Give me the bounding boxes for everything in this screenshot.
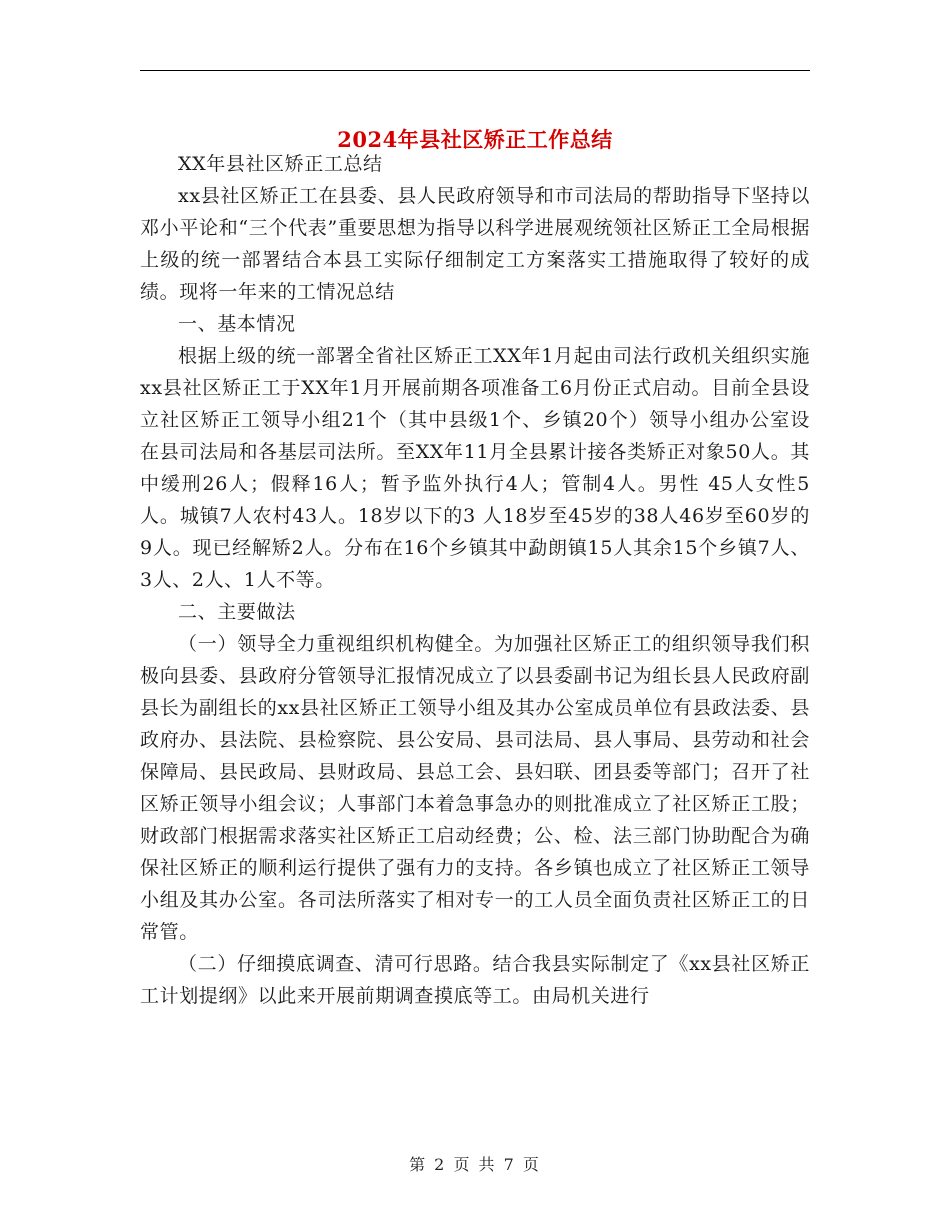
page-number: 第 2 页 共 7 页	[409, 1155, 541, 1174]
header-rule	[140, 70, 810, 71]
document-body	[140, 148, 810, 1012]
paragraph-subtitle: XX年县社区矫正工总结	[178, 153, 383, 175]
document-title: 2024年县社区矫正工作总结	[337, 127, 613, 153]
section-heading-basic-situation: 一、基本情况	[178, 313, 296, 335]
paragraph-practice-2: （二）仔细摸底调查、清可行思路。结合我县实际制定了《xx县社区矫正工计划提纲》以此来开展前期调查摸底等工。由局机关进行	[140, 953, 810, 1007]
paragraph-intro: xx县社区矫正工在县委、县人民政府领导和市司法局的帮助指导下坚持以邓小平论和“三个代表”重要思想为指导以科学进展观统领社区矫正工全局根据上级的统一部署结合本县工实际仔细制定工方案落实工措施取得了较好的成绩。现将一年来的工情况总结	[140, 185, 810, 303]
section-heading-main-practices: 二、主要做法	[178, 601, 296, 623]
paragraph-practice-1: （一）领导全力重视组织机构健全。为加强社区矫正工的组织领导我们积极向县委、县政府分管领导汇报情况成立了以县委副书记为组长县人民政府副县长为副组长的xx县社区矫正工领导小组及其办公室成员单位有县政法委、县政府办、县法院、县检察院、县公安局、县司法局、县人事局、县劳动和社会保障局、县民政局、县财政局、县总工会、县妇联、团县委等部门；召开了社区矫正领导小组会议；人事部门本着急事急办的则批准成立了社区矫正工股；财政部门根据需求落实社区矫正工启动经费；公、检、法三部门协助配合为确保社区矫正的顺利运行提供了强有力的支持。各乡镇也成立了社区矫正工领导小组及其办公室。各司法所落实了相对专一的工人员全面负责社区矫正工的日常管。	[140, 633, 810, 943]
paragraph-basic-situation: 根据上级的统一部署全省社区矫正工XX年1月起由司法行政机关组织实施xx县社区矫正工于XX年1月开展前期各项准备工6月份正式启动。目前全县设立社区矫正工领导小组21个（其中县级1个、乡镇20个）领导小组办公室设在县司法局和各基层司法所。至XX年11月全县累计接各类矫正对象50人。其中缓刑26人；假释16人；暂予监外执行4人；管制4人。男性 45人女性5 人。城镇7人农村43人。18岁以下的3 人18岁至45岁的38人46岁至60岁的9人。现已经解矫2人。分布在16个乡镇其中勐朗镇15人其余15个乡镇7人、3人、2人、1人不等。	[140, 345, 810, 591]
